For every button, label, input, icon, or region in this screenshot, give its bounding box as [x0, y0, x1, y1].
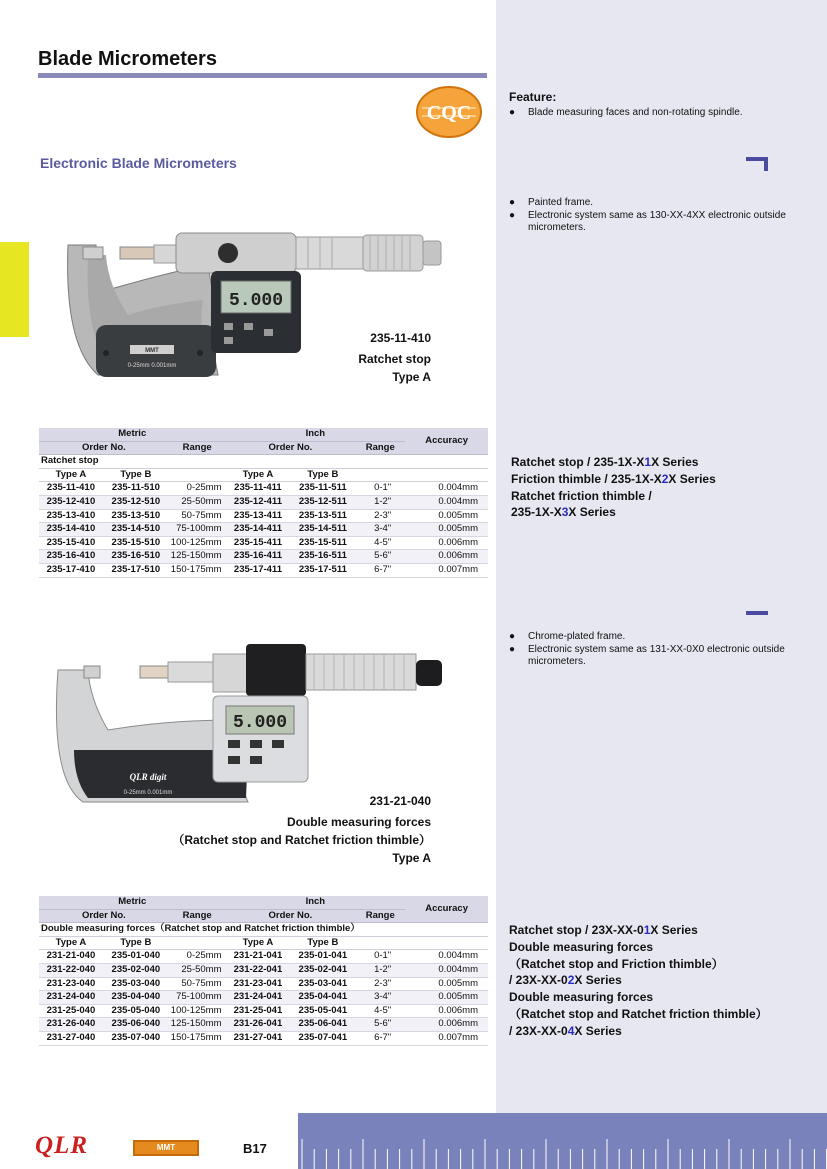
cell: 235-12-510 — [103, 495, 169, 509]
cell: 235-13-510 — [103, 509, 169, 523]
cell: 235-13-410 — [39, 509, 103, 523]
feature-bullet-list — [509, 107, 809, 120]
table-head-range: Range — [169, 441, 226, 455]
spec-table-double-forces — [39, 896, 488, 1046]
table-head-range-inch: Range — [355, 441, 405, 455]
table-head-accuracy: Accuracy — [405, 896, 488, 923]
cell: 235-02-040 — [103, 963, 169, 977]
table-type-a-inch: Type A — [226, 936, 291, 950]
note-text: Double measuring forces — [509, 939, 654, 954]
table-subhead: Ratchet stop — [39, 455, 488, 469]
cell: 5-6" — [355, 550, 405, 564]
table-head-metric: Metric — [39, 896, 226, 909]
table-row — [39, 977, 488, 991]
table-type-b: Type B — [103, 936, 169, 950]
page-title: Blade Micrometers — [38, 48, 217, 70]
spec-table-ratchet-stop — [39, 428, 488, 578]
note-highlight: 1 — [643, 923, 651, 937]
cell: 235-04-041 — [290, 991, 355, 1005]
title-rule — [38, 73, 487, 78]
table-row — [39, 963, 488, 977]
cell: 0.007mm — [405, 563, 488, 577]
series2-bullet: ● Chrome-plated frame. — [509, 631, 809, 644]
cell: 235-06-041 — [290, 1018, 355, 1032]
note-highlight: 1 — [644, 455, 652, 469]
series-note-line — [509, 922, 768, 939]
note-text: X Series — [668, 471, 716, 486]
series-note-line — [511, 504, 716, 521]
ruler-decoration — [298, 1113, 827, 1169]
cell: 25-50mm — [169, 963, 226, 977]
cell: 235-03-040 — [103, 977, 169, 991]
cell: 231-25-041 — [226, 1004, 291, 1018]
cell: 235-13-411 — [226, 509, 291, 523]
model-caption-line: （Ratchet stop and Ratchet friction thimble） — [172, 833, 431, 847]
note-text: Ratchet stop / 235-1X-X — [511, 455, 645, 469]
cell: 125-150mm — [169, 1018, 226, 1032]
series1-bullet: ● Electronic system same as 130-XX-4XX electronic outside micrometers. — [509, 210, 809, 235]
cell: 235-16-411 — [226, 550, 291, 564]
table-row — [39, 991, 488, 1005]
cell: 235-14-510 — [103, 523, 169, 537]
cell: 235-16-511 — [290, 550, 355, 564]
cell: 235-06-040 — [103, 1018, 169, 1032]
corner-mark — [746, 157, 768, 171]
cell: 0.006mm — [405, 1004, 488, 1018]
cell: 6-7" — [355, 563, 405, 577]
note-highlight: 2 — [661, 471, 669, 486]
cell: 150-175mm — [169, 1031, 226, 1045]
cell: 0-1" — [355, 482, 405, 496]
note-text: / 23X-XX-0 — [509, 1023, 568, 1038]
series2-bullet: ● Electronic system same as 131-XX-0X0 electronic outside micrometers. — [509, 644, 809, 669]
section-dash-mark — [746, 611, 768, 615]
cell: 0.004mm — [405, 482, 488, 496]
cell: 0.005mm — [405, 509, 488, 523]
cqc-certification-logo — [416, 86, 482, 138]
table-type-b-inch: Type B — [290, 936, 355, 950]
blade-micrometer-image-231 — [48, 640, 448, 810]
cell: 231-25-040 — [39, 1004, 103, 1018]
table-row — [39, 550, 488, 564]
cell: 0-1" — [355, 950, 405, 964]
cell: 231-26-041 — [226, 1018, 291, 1032]
table-type-b-inch: Type B — [290, 468, 355, 482]
series1-bullet: ● Painted frame. — [509, 197, 809, 210]
table-head-order-inch: Order No. — [226, 441, 356, 455]
cell: 3-4" — [355, 991, 405, 1005]
cell: 2-3" — [355, 509, 405, 523]
table-subhead: Double measuring forces（Ratchet stop and Ratchet friction thimble） — [39, 923, 488, 937]
table-row — [39, 482, 488, 496]
table-row — [39, 536, 488, 550]
cell: 231-22-041 — [226, 963, 291, 977]
model-number: 235-11-410 — [370, 331, 431, 345]
series-note-line — [509, 972, 768, 989]
cell: 235-16-410 — [39, 550, 103, 564]
cell: 231-23-041 — [226, 977, 291, 991]
series-note-line — [509, 939, 768, 956]
series2-bullet-list — [509, 631, 809, 669]
table-row — [39, 1031, 488, 1045]
micrometer-lcd: 5.000 — [228, 291, 284, 311]
cell: 235-13-511 — [290, 509, 355, 523]
cell: 235-14-411 — [226, 523, 291, 537]
cell: 235-17-411 — [226, 563, 291, 577]
cell: 0.005mm — [405, 523, 488, 537]
cell: 2-3" — [355, 977, 405, 991]
cell: 235-15-511 — [290, 536, 355, 550]
cell: 235-03-041 — [290, 977, 355, 991]
cell: 3-4" — [355, 523, 405, 537]
cell: 0.006mm — [405, 536, 488, 550]
note-text: X Series — [568, 505, 616, 520]
note-text: Friction thimble / 235-1X-X — [511, 471, 662, 486]
note-text: Ratchet friction thimble / — [511, 488, 652, 503]
cell: 235-14-410 — [39, 523, 103, 537]
cell: 5-6" — [355, 1018, 405, 1032]
micrometer-scale-text: 0-25mm 0.001mm — [123, 790, 173, 796]
note-text: X Series — [574, 973, 622, 988]
cell: 235-05-040 — [103, 1004, 169, 1018]
table-head-inch: Inch — [226, 428, 406, 441]
cell: 0.004mm — [405, 950, 488, 964]
cell: 235-11-411 — [226, 482, 291, 496]
page-number: B17 — [243, 1141, 267, 1156]
cell: 231-22-040 — [39, 963, 103, 977]
cell: 1-2" — [355, 963, 405, 977]
table-head-range-inch: Range — [355, 909, 405, 923]
cell: 231-27-040 — [39, 1031, 103, 1045]
cell: 6-7" — [355, 1031, 405, 1045]
note-highlight: 2 — [567, 973, 575, 988]
table-body — [39, 950, 488, 1045]
cell: 235-11-510 — [103, 482, 169, 496]
micrometer-badge: MMT — [145, 348, 159, 354]
table-head-order-inch: Order No. — [226, 909, 356, 923]
series-note-line — [511, 471, 716, 488]
model-type: Type A — [392, 370, 431, 384]
model-caption-line: Ratchet stop — [358, 352, 431, 366]
series2-notes — [509, 922, 768, 1040]
feature-bullet: ● Blade measuring faces and non-rotating spindle. — [509, 107, 809, 120]
cell: 0.006mm — [405, 550, 488, 564]
series-note-line — [511, 488, 716, 505]
model-caption-line: Double measuring forces — [286, 815, 431, 829]
cell: 235-15-510 — [103, 536, 169, 550]
cell: 235-11-410 — [39, 482, 103, 496]
table-head-metric: Metric — [39, 428, 226, 441]
cell: 75-100mm — [169, 523, 226, 537]
micrometer-brand: QLR digit — [129, 772, 167, 782]
cell: 235-17-511 — [290, 563, 355, 577]
cell: 100-125mm — [169, 536, 226, 550]
cell: 235-15-411 — [226, 536, 291, 550]
note-text: Ratchet stop / 23X-XX-0 — [509, 923, 644, 937]
cell: 235-12-411 — [226, 495, 291, 509]
model-caption-2 — [150, 792, 431, 867]
cell: 231-21-041 — [226, 950, 291, 964]
table-row — [39, 563, 488, 577]
note-text: / 23X-XX-0 — [509, 973, 568, 988]
table-type-a-inch: Type A — [226, 468, 291, 482]
cell: 231-23-040 — [39, 977, 103, 991]
cell: 231-24-040 — [39, 991, 103, 1005]
cell: 25-50mm — [169, 495, 226, 509]
note-text: （Ratchet stop and Ratchet friction thimble） — [509, 1006, 768, 1021]
table-head-inch: Inch — [226, 896, 406, 909]
table-row — [39, 523, 488, 537]
note-text: 235-1X-X — [511, 505, 562, 520]
cell: 100-125mm — [169, 1004, 226, 1018]
brand-logo: QLR — [35, 1132, 88, 1159]
table-head-order: Order No. — [39, 909, 169, 923]
cell: 0.004mm — [405, 495, 488, 509]
cell: 231-26-040 — [39, 1018, 103, 1032]
model-type: Type A — [392, 851, 431, 865]
feature-heading: Feature: — [509, 90, 557, 104]
cell: 125-150mm — [169, 550, 226, 564]
cell: 231-21-040 — [39, 950, 103, 964]
cell: 4-5" — [355, 536, 405, 550]
cell: 235-17-510 — [103, 563, 169, 577]
cell: 0.005mm — [405, 991, 488, 1005]
cell: 0.005mm — [405, 977, 488, 991]
series-note-line — [509, 1006, 768, 1023]
series-note-line — [509, 989, 768, 1006]
cell: 235-17-410 — [39, 563, 103, 577]
micrometer-lcd: 5.000 — [232, 713, 288, 733]
cell: 235-16-510 — [103, 550, 169, 564]
note-text: Double measuring forces — [509, 990, 654, 1005]
cell: 0-25mm — [169, 482, 226, 496]
cell: 235-15-410 — [39, 536, 103, 550]
note-highlight: 3 — [561, 505, 569, 520]
table-body — [39, 482, 488, 577]
cell: 150-175mm — [169, 563, 226, 577]
cell: 231-27-041 — [226, 1031, 291, 1045]
table-row — [39, 1018, 488, 1032]
cell: 50-75mm — [169, 509, 226, 523]
table-row — [39, 1004, 488, 1018]
series-note-line — [511, 454, 716, 471]
table-row — [39, 950, 488, 964]
series1-bullet-list — [509, 197, 809, 235]
series1-notes — [511, 454, 716, 521]
cell: 235-07-040 — [103, 1031, 169, 1045]
cell: 235-04-040 — [103, 991, 169, 1005]
cell: 235-11-511 — [290, 482, 355, 496]
note-text: X Series — [574, 1023, 622, 1038]
cell: 0.006mm — [405, 1018, 488, 1032]
model-caption-1 — [300, 329, 431, 386]
cell: 231-24-041 — [226, 991, 291, 1005]
section-tab-marker — [0, 242, 29, 337]
cell: 235-05-041 — [290, 1004, 355, 1018]
note-text: （Ratchet stop and Friction thimble） — [509, 956, 724, 971]
cell: 235-01-041 — [290, 950, 355, 964]
micrometer-scale-text: 0-25mm 0.001mm — [127, 363, 177, 369]
cqc-logo-text: CQC — [426, 102, 472, 124]
cell: 0.004mm — [405, 963, 488, 977]
table-type-b: Type B — [103, 468, 169, 482]
table-head-order: Order No. — [39, 441, 169, 455]
table-row — [39, 495, 488, 509]
series-note-line — [509, 956, 768, 973]
cell: 235-02-041 — [290, 963, 355, 977]
cell: 235-12-410 — [39, 495, 103, 509]
cell: 235-14-511 — [290, 523, 355, 537]
cell: 4-5" — [355, 1004, 405, 1018]
cell: 235-12-511 — [290, 495, 355, 509]
cell: 235-01-040 — [103, 950, 169, 964]
cell: 0-25mm — [169, 950, 226, 964]
note-text: X Series — [651, 455, 699, 469]
series-note-line — [509, 1023, 768, 1040]
cell: 50-75mm — [169, 977, 226, 991]
table-type-a: Type A — [39, 936, 103, 950]
note-highlight: 4 — [567, 1023, 575, 1038]
section-title: Electronic Blade Micrometers — [40, 155, 237, 171]
cell: 235-07-041 — [290, 1031, 355, 1045]
table-row — [39, 509, 488, 523]
cell: 1-2" — [355, 495, 405, 509]
cell: 0.007mm — [405, 1031, 488, 1045]
cell: 75-100mm — [169, 991, 226, 1005]
model-number: 231-21-040 — [369, 794, 431, 808]
note-text: X Series — [650, 923, 698, 937]
table-head-accuracy: Accuracy — [405, 428, 488, 455]
table-type-a: Type A — [39, 468, 103, 482]
table-head-range: Range — [169, 909, 226, 923]
brand-badge: MMT — [133, 1140, 199, 1156]
